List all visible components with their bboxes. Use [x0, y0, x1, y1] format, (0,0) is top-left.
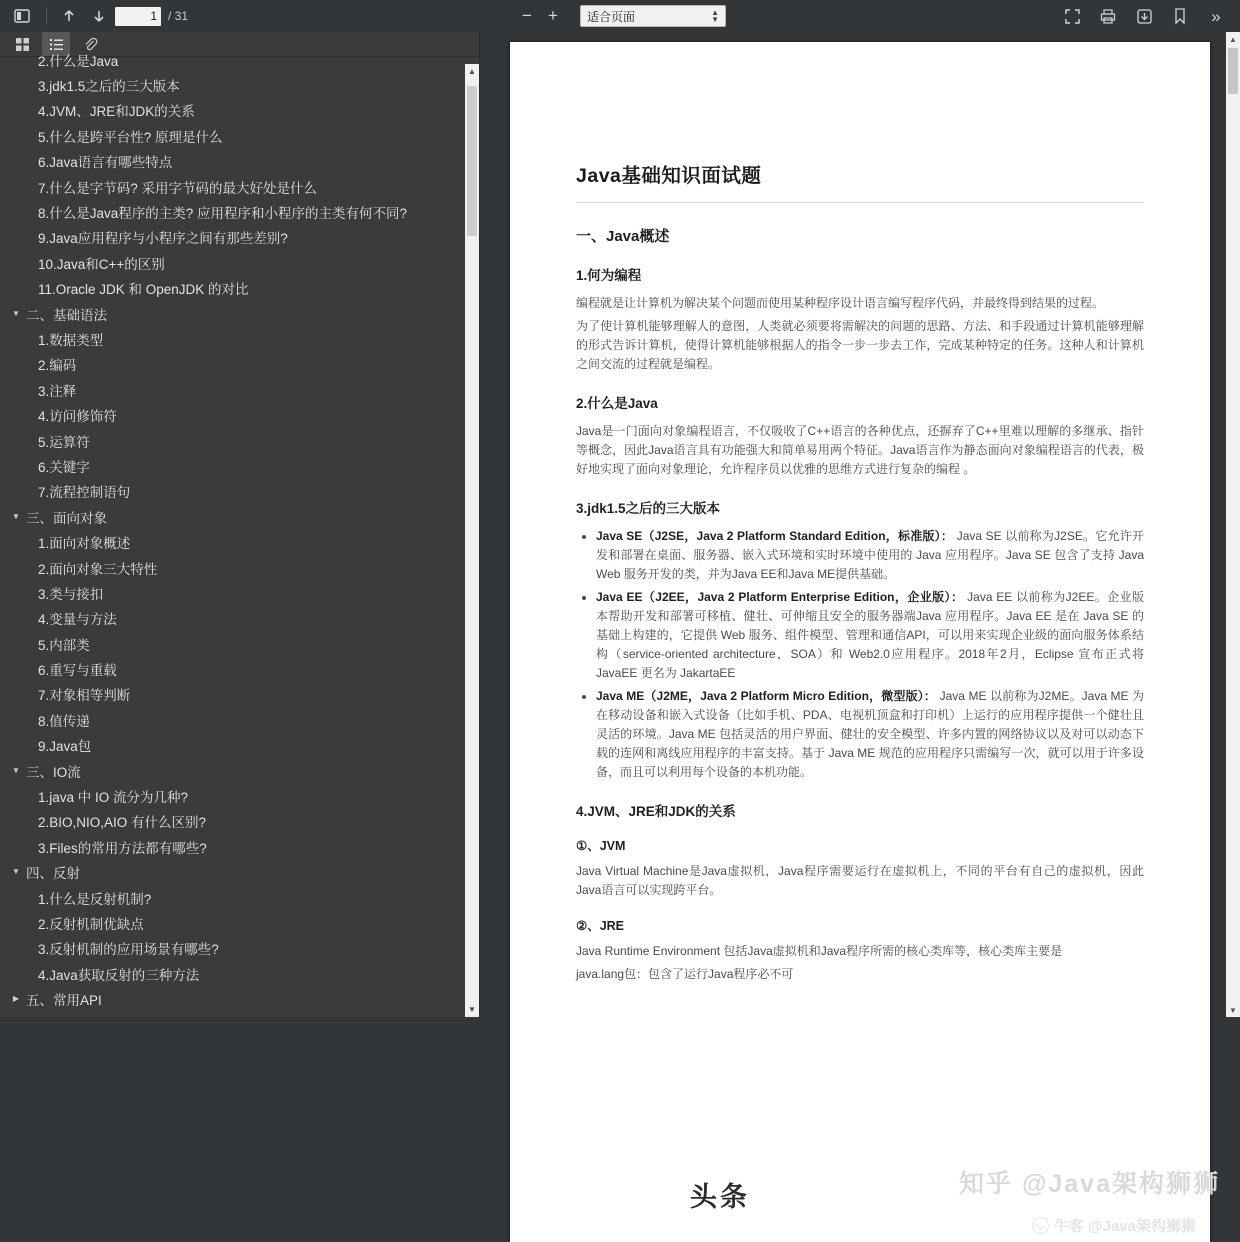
next-page-icon[interactable]	[85, 3, 113, 29]
outline-list	[0, 47, 479, 1012]
outline-item-label: 1.java 中 IO 流分为几种?	[38, 790, 189, 806]
viewer-scroll-down-arrow[interactable]: ▼	[1229, 1005, 1237, 1015]
pdf-page	[510, 42, 1220, 1242]
outline-item-label: 2.编码	[38, 358, 77, 374]
outline-item[interactable]	[0, 453, 479, 478]
zoom-in-button[interactable]: +	[548, 6, 558, 25]
download-icon[interactable]	[1130, 3, 1158, 29]
outline-item[interactable]	[0, 733, 479, 758]
sidebar-scrollbar[interactable]	[465, 64, 479, 1017]
paragraph-1-1-a: 编程就是让计算机为解决某个问题而使用某种程序设计语言编写程序代码，并最终得到结果的过程。	[576, 296, 1105, 310]
outline-item[interactable]	[0, 758, 479, 783]
bookmark-icon[interactable]	[1166, 3, 1194, 29]
outline-twisty-icon[interactable]: ▼	[12, 867, 20, 877]
outline-item[interactable]	[0, 834, 479, 859]
outline-item[interactable]	[0, 504, 479, 529]
outline-item-label: 3.jdk1.5之后的三大版本	[38, 79, 180, 95]
outline-item-label: 3.注释	[38, 383, 77, 399]
outline-panel[interactable]	[0, 53, 479, 1028]
outline-item[interactable]	[0, 529, 479, 554]
outline-item[interactable]	[0, 149, 479, 174]
outline-item-label: 3.反射机制的应用场景有哪些?	[38, 942, 219, 958]
outline-item-label: 1.什么是反射机制?	[38, 891, 152, 907]
outline-item-label: 三、面向对象	[26, 510, 107, 526]
watermark-bottom	[1032, 1215, 1196, 1236]
pdf-toolbar	[0, 0, 1240, 32]
outline-twisty-icon[interactable]: ▼	[12, 511, 20, 521]
outline-item-label: 2.反射机制优缺点	[38, 916, 144, 932]
viewer-scroll-thumb[interactable]	[1228, 48, 1238, 94]
outline-item-label: 3.Files的常用方法都有哪些?	[38, 840, 207, 856]
list-item-term: Java SE（J2SE，Java 2 Platform Standard Edition，标准版）：	[596, 529, 954, 543]
outline-item-label: 7.对象相等判断	[38, 688, 131, 704]
fullscreen-icon[interactable]	[1058, 3, 1086, 29]
fit-mode-value: 适合页面	[587, 9, 636, 24]
jdk-version-list	[576, 527, 1144, 782]
outline-item-label: 8.什么是Java程序的主类? 应用程序和小程序的主类有何不同?	[38, 206, 408, 222]
outline-item[interactable]	[0, 606, 479, 631]
list-item-text: Java ME 以前称为J2ME。Java ME 为在移动设备和嵌入式设备（比如手机、PDA、电视机顶盒和打印机）上运行的应用程序提供一个健壮且灵活的环境。Java ME 包括灵活的用户界面、健壮的安全模型、许多内置的网络协议以及对可以动态下载的连网和离线应用程序的丰富支持。基于 Java ME 规范的应用程序只需编写一次，就可以用于许多设备，而且可以利用每个设备的本机功能。	[596, 689, 1145, 779]
outline-item[interactable]	[0, 72, 479, 97]
outline-item-label: 五、常用API	[26, 993, 102, 1009]
outline-item-label: 8.值传递	[38, 713, 90, 729]
outline-item-label: 2.BIO,NIO,AIO 有什么区别?	[38, 815, 207, 831]
main-area	[0, 32, 1240, 1235]
outline-item[interactable]	[0, 631, 479, 656]
watermark-zhihu: 知乎 @Java架构狮狮	[959, 1170, 1220, 1198]
viewer-scrollbar[interactable]	[1226, 32, 1240, 1017]
outline-item[interactable]	[0, 199, 479, 224]
watermark-bottom-label: 牛客 @Java架构狮狮	[1053, 1218, 1196, 1235]
outline-item-label: 4.JVM、JRE和JDK的关系	[38, 104, 195, 120]
outline-item-label: 6.重写与重载	[38, 663, 117, 679]
outline-item-label: 10.Java和C++的区别	[38, 256, 165, 272]
outline-item-label: 5.运算符	[38, 434, 90, 450]
outline-item-label: 7.什么是字节码? 采用字节码的最大好处是什么	[38, 180, 318, 196]
toolbar-right-tools	[1052, 3, 1232, 29]
outline-item-label: 11.Oracle JDK 和 OpenJDK 的对比	[38, 282, 249, 298]
paragraph-jre-a: Java Runtime Environment 包括Java虚拟机和Java程序所需的核心类库等，核心类库主要是	[576, 944, 1063, 958]
list-item	[596, 687, 1144, 782]
check-circle-icon	[1032, 1217, 1049, 1234]
pdf-viewer[interactable]	[480, 32, 1240, 1235]
section-heading-1: 一、Java概述	[576, 228, 670, 245]
outline-item-label: 1.面向对象概述	[38, 536, 131, 552]
outline-item-label: 5.什么是跨平台性? 原理是什么	[38, 129, 223, 145]
outline-item-label: 4.访问修饰符	[38, 409, 117, 425]
outline-item[interactable]	[0, 352, 479, 377]
page-number-group	[115, 7, 188, 26]
outline-twisty-icon[interactable]: ▼	[12, 765, 20, 775]
outline-item-label: 4.变量与方法	[38, 612, 117, 628]
outline-item-label: 7.流程控制语句	[38, 485, 131, 501]
outline-item-label: 6.Java语言有哪些特点	[38, 155, 173, 171]
subsub-heading-jvm: ①、JVM	[576, 839, 626, 853]
outline-item[interactable]	[0, 377, 479, 402]
outline-item[interactable]	[0, 47, 479, 72]
sidebar-scroll-thumb[interactable]	[467, 86, 477, 236]
zoom-controls	[514, 4, 726, 28]
subsection-heading-1-1: 1.何为编程	[576, 268, 642, 283]
outline-item[interactable]	[0, 250, 479, 275]
paragraph-jre-b: java.lang包：包含了运行Java程序必不可	[576, 967, 794, 981]
outline-twisty-icon[interactable]: ▶	[12, 994, 20, 1004]
print-icon[interactable]	[1094, 3, 1122, 29]
outline-item[interactable]	[0, 783, 479, 808]
outline-item-label: 2.什么是Java	[38, 53, 119, 69]
sidebar-scroll-down-arrow[interactable]: ▼	[465, 1002, 479, 1017]
list-item-term: Java EE（J2EE，Java 2 Platform Enterprise Edition，企业版）：	[596, 590, 964, 604]
outline-item[interactable]	[0, 123, 479, 148]
outline-item[interactable]	[0, 326, 479, 351]
fit-mode-select[interactable]	[580, 5, 726, 27]
page-number-input[interactable]	[115, 7, 161, 26]
paragraph-1-1-b: 为了使计算机能够理解人的意图，人类就必须要将需解决的问题的思路、方法、和手段通过计算机能够理解的形式告诉计算机，使得计算机能够根据人的指令一步一步去工作，完成某种特定的任务。这种人和计算机之间交流的过程就是编程。	[576, 319, 1144, 371]
more-tools-icon[interactable]: »	[1211, 6, 1221, 26]
outline-item[interactable]	[0, 707, 479, 732]
list-item-text: Java SE 以前称为J2SE。它允许开发和部署在桌面、服务器、嵌入式环境和实时环境中使用的 Java 应用程序。Java SE 包含了支持 Java Web 服务开发的类，并为Java EE和Java ME提供基础。	[596, 529, 1144, 581]
viewer-scroll-up-arrow[interactable]: ▲	[1229, 34, 1237, 44]
page-total-label: / 31	[168, 9, 189, 23]
sidebar	[0, 32, 480, 1017]
previous-page-icon[interactable]	[55, 3, 83, 29]
paragraph-1-2-a: Java是一门面向对象编程语言，不仅吸收了C++语言的各种优点，还摒弃了C++里难以理解的多继承、指针等概念，因此Java语言具有功能强大和简单易用两个特征。Java语言作为静态面向对象编程语言的代表，极好地实现了面向对象理论，允许程序员以优雅的思维方式进行复杂的编程 。	[576, 424, 1144, 476]
watermark-toutiao: 头条	[690, 1182, 750, 1212]
outline-item[interactable]	[0, 656, 479, 681]
chevron-updown-icon: ▲ ▼	[711, 8, 719, 24]
sidebar-toggle-icon[interactable]	[8, 3, 36, 29]
outline-item-label: 9.Java应用程序与小程序之间有那些差别?	[38, 231, 288, 247]
outline-item-label: 4.Java获取反射的三种方法	[38, 967, 200, 983]
outline-item-label: 6.关键字	[38, 459, 90, 475]
outline-item-label: 三、IO流	[26, 764, 81, 780]
outline-item[interactable]	[0, 174, 479, 199]
outline-item-label: 四、反射	[26, 866, 80, 882]
outline-item[interactable]	[0, 936, 479, 961]
outline-item-label: 1.数据类型	[38, 332, 104, 348]
page-title: Java基础知识面试题	[576, 160, 1144, 203]
outline-item-label: 5.内部类	[38, 637, 90, 653]
outline-item[interactable]	[0, 479, 479, 504]
outline-item[interactable]	[0, 428, 479, 453]
paragraph-jvm: Java Virtual Machine是Java虚拟机，Java程序需要运行在虚拟机上，不同的平台有自己的虚拟机，因此Java语言可以实现跨平台。	[576, 864, 1144, 897]
subsection-heading-1-4: 4.JVM、JRE和JDK的关系	[576, 804, 736, 819]
outline-item[interactable]	[0, 276, 479, 301]
list-item-term: Java ME（J2ME，Java 2 Platform Micro Edition，微型版）：	[596, 689, 937, 703]
outline-item[interactable]	[0, 555, 479, 580]
subsection-heading-1-3: 3.jdk1.5之后的三大版本	[576, 501, 721, 516]
outline-item[interactable]	[0, 682, 479, 707]
zoom-out-button[interactable]: −	[522, 6, 532, 25]
outline-item[interactable]	[0, 885, 479, 910]
outline-item[interactable]	[0, 910, 479, 935]
list-item	[596, 588, 1144, 683]
outline-item[interactable]	[0, 809, 479, 834]
list-item	[596, 527, 1144, 584]
outline-item[interactable]	[0, 580, 479, 605]
outline-item[interactable]	[0, 98, 479, 123]
outline-item[interactable]	[0, 860, 479, 885]
sidebar-scroll-up-arrow[interactable]: ▲	[465, 64, 479, 79]
outline-item[interactable]	[0, 301, 479, 326]
outline-item-label: 9.Java包	[38, 739, 92, 755]
outline-item-label: 二、基础语法	[26, 307, 107, 323]
outline-item[interactable]	[0, 402, 479, 427]
outline-item[interactable]	[0, 225, 479, 250]
outline-twisty-icon[interactable]: ▼	[12, 308, 20, 318]
outline-item[interactable]	[0, 961, 479, 986]
list-item-text: Java EE 以前称为J2EE。企业版本帮助开发和部署可移植、健壮、可伸缩且安全的服务器端Java 应用程序。Java EE 是在 Java SE 的基础上构建的，它提供 Web 服务、组件模型、管理和通信API，可以用来实现企业级的面向服务体系结构（service-oriented architecture，SOA）和 Web2.0应用程序。2018年2月，Eclipse 宣布正式将JavaEE 更名为 JakartaEE	[596, 590, 1144, 680]
toolbar-divider	[46, 7, 47, 25]
subsection-heading-1-2: 2.什么是Java	[576, 396, 658, 411]
outline-item-label: 2.面向对象三大特性	[38, 561, 158, 577]
outline-item[interactable]	[0, 986, 479, 1011]
subsub-heading-jre: ②、JRE	[576, 919, 625, 933]
outline-item-label: 3.类与接扣	[38, 586, 104, 602]
